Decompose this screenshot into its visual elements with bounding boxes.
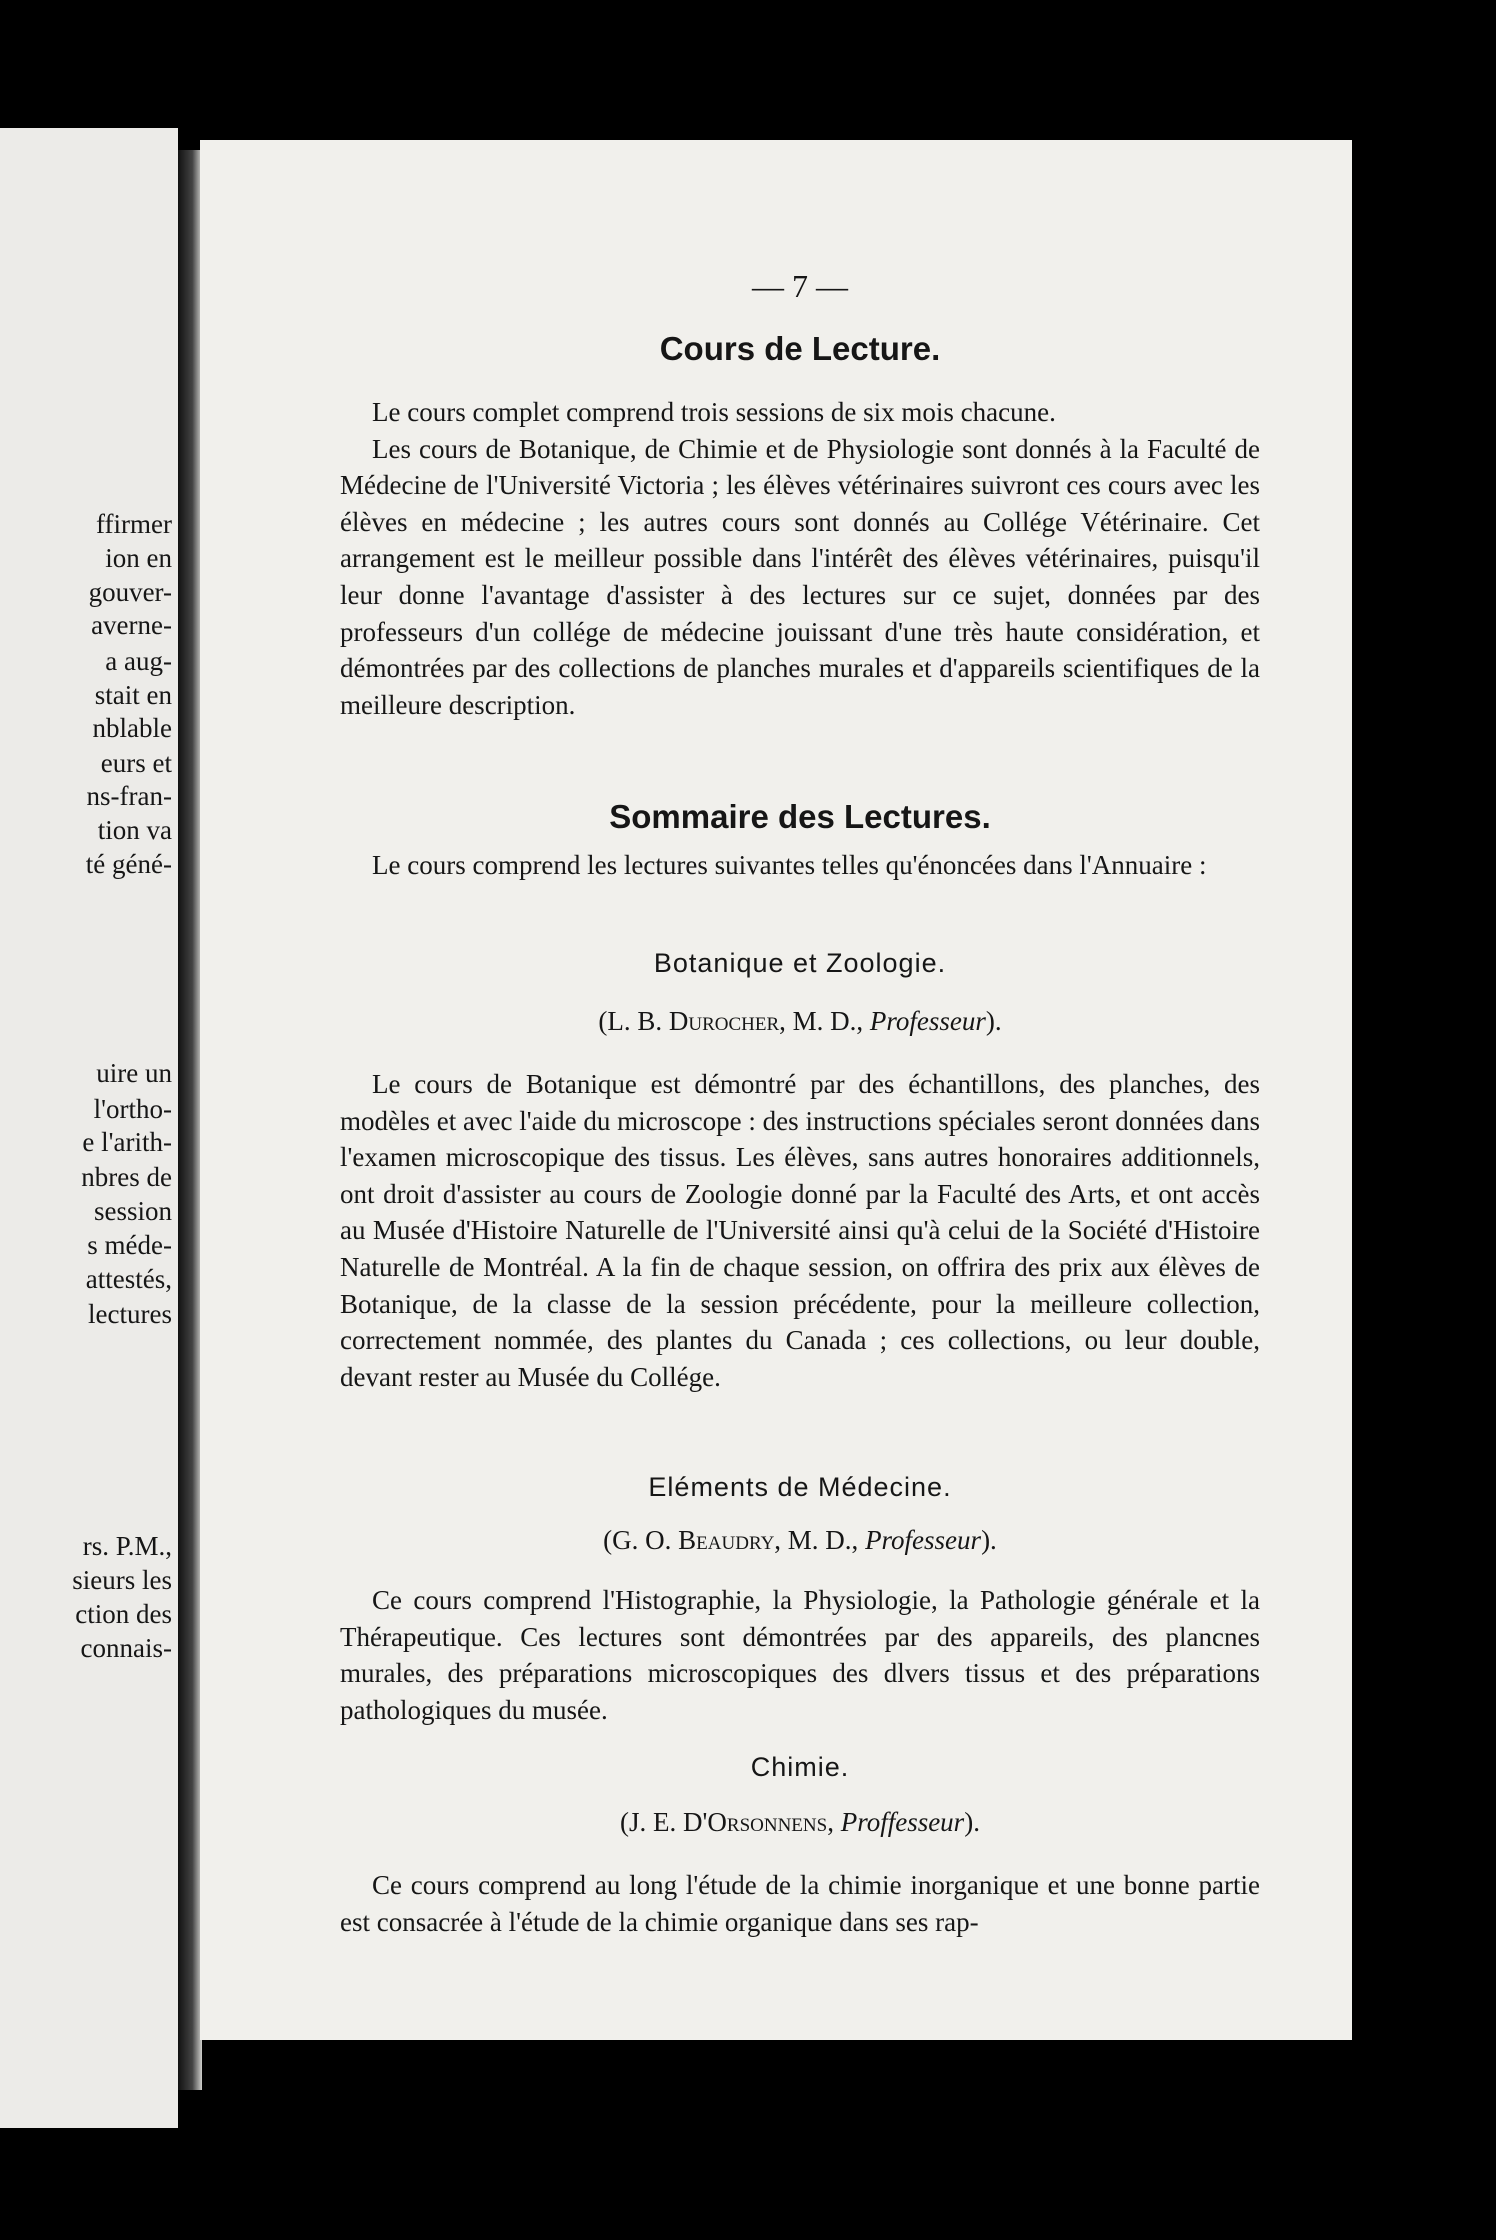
left-page-line: eurs et <box>100 748 172 778</box>
professor-role: Professeur <box>869 1006 986 1036</box>
byline-open: (L. B. <box>598 1006 669 1036</box>
left-page-line: tion va <box>97 815 172 845</box>
left-page-line: a aug- <box>105 646 172 676</box>
left-page-line: stait en <box>94 680 172 710</box>
left-page-line: nbres de <box>81 1162 172 1192</box>
left-page-line: averne- <box>91 610 172 640</box>
professor-name: Beaudry <box>678 1525 775 1555</box>
left-page-line: attestés, <box>85 1264 172 1294</box>
page <box>200 140 1352 2040</box>
section-byline-botanique <box>340 1006 1260 1037</box>
byline-mid: , <box>827 1807 841 1837</box>
left-page-line: connais- <box>80 1633 172 1663</box>
left-page-line: ffirmer <box>96 509 172 539</box>
section-paragraph: Ce cours comprend au long l'étude de la chimie inorganique et une bonne partie est consacrée à l'étude de la chimie organique dans ses rap- <box>340 1870 1260 1937</box>
left-page-line: s méde- <box>87 1230 172 1260</box>
professor-role: Professeur <box>865 1525 982 1555</box>
sommaire-intro <box>340 847 1260 884</box>
intro-paragraph: Les cours de Botanique, de Chimie et de Physiologie sont donnés à la Faculté de Médecine de l'Université Victoria ; les élèves vétérinaires suivront ces cours avec les élèves en médecine ; les autres cours sont donnés au Collége Vétérinaire. Cet arrangement est le meilleur possible dans l'intérêt des élèves vétérinaires, puisqu'il leur donne l'avantage d'assister à des lectures sur ce sujet, données par des professeurs d'un collége de médecine jouissant d'une très haute considération, et démontrées par des collections de planches murales et d'appareils scientifiques de la meilleure description. <box>340 433 1260 720</box>
book-gutter <box>178 150 202 2090</box>
byline-close: ). <box>964 1807 980 1837</box>
page-number: — 7 — <box>752 268 848 304</box>
left-page-line: lectures <box>88 1299 172 1329</box>
left-page-line: e l'arith- <box>82 1127 172 1157</box>
byline-mid: , M. D., <box>779 1006 870 1036</box>
intro-text <box>340 394 1260 723</box>
section-byline-medecine <box>340 1525 1260 1556</box>
professor-name: Durocher <box>668 1006 780 1036</box>
sommaire-title: Sommaire des Lectures. <box>609 798 991 835</box>
professor-role: Proffesseur <box>840 1807 965 1837</box>
left-page-line: rs. P.M., <box>82 1531 172 1561</box>
section-heading-medecine: Eléments de Médecine. <box>648 1472 952 1502</box>
section-text-chimie <box>340 1867 1260 1940</box>
left-page-line: l'ortho- <box>93 1094 172 1124</box>
byline-open: (G. O. <box>603 1525 679 1555</box>
section-paragraph: Ce cours comprend l'Histographie, la Physiologie, la Pathologie générale et la Thérapeutique. Ces lectures sont démontrées par des appareils, des plancnes murales, des préparations microscopiques des dlvers tissus et des préparations pathologiques du musée. <box>340 1585 1260 1725</box>
left-page-line: ion en <box>105 543 172 573</box>
page-title: Cours de Lecture. <box>659 330 941 367</box>
left-page-line: ction des <box>75 1599 172 1629</box>
left-page-line: uire un <box>96 1058 172 1088</box>
section-text-medecine <box>340 1582 1260 1728</box>
section-heading-chimie: Chimie. <box>750 1752 850 1782</box>
left-page-line: ns-fran- <box>86 781 172 811</box>
left-page-line: té géné- <box>85 849 172 879</box>
left-page-fragment <box>0 128 178 2128</box>
professor-name: D'Orsonnens <box>683 1807 828 1837</box>
section-text-botanique <box>340 1066 1260 1395</box>
left-page-line: sieurs les <box>72 1565 172 1595</box>
byline-open: (J. E. <box>620 1807 684 1837</box>
byline-close: ). <box>985 1006 1002 1036</box>
left-page-line: nblable <box>92 713 172 743</box>
sommaire-intro-text: Le cours comprend les lectures suivantes telles qu'énoncées dans l'Annuaire : <box>372 850 1207 880</box>
intro-paragraph: Le cours complet comprend trois sessions de six mois chacune. <box>372 397 1056 427</box>
byline-close: ). <box>981 1525 997 1555</box>
byline-mid: , M. D., <box>774 1525 866 1555</box>
section-paragraph: Le cours de Botanique est démontré par des échantillons, des planches, des modèles et avec l'aide du microscope : des instructions spéciales seront données dans l'examen microscopique des tissus. Les élèves, sans autres honoraires additionnels, ont droit d'assister au cours de Zoologie donné par la Faculté des Arts, et ont accès au Musée d'Histoire Naturelle de l'Université ainsi qu'à celui de la Société d'Histoire Naturelle de Montréal. A la fin de chaque session, on offrira des prix aux élèves de Botanique, de la classe de la session précédente, pour la meilleure collection, correctement nommée, des plantes du Canada ; ces collections, ou leur double, devant rester au Musée du Collége. <box>340 1069 1260 1392</box>
left-page-line: session <box>93 1196 172 1226</box>
left-page-line: gouver- <box>88 577 172 607</box>
section-heading-botanique: Botanique et Zoologie. <box>653 948 947 978</box>
section-byline-chimie <box>340 1807 1260 1838</box>
